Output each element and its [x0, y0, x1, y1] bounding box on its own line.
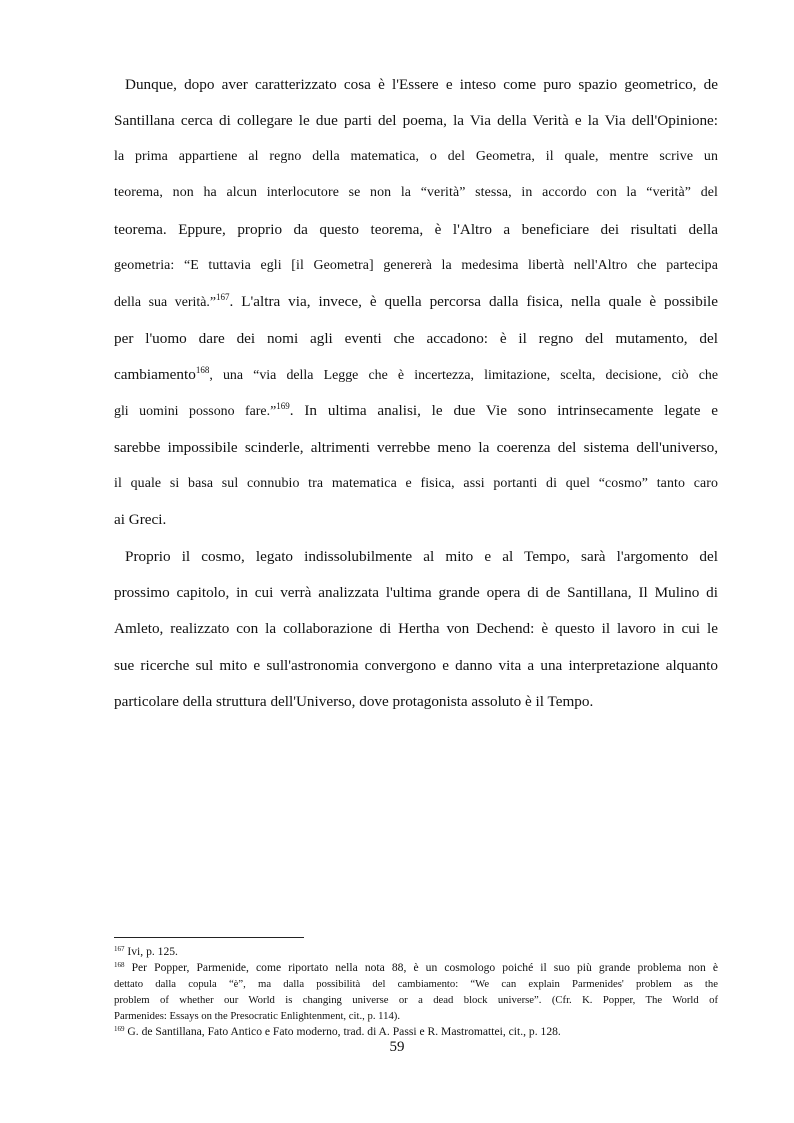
- footnote-number: 167: [114, 945, 125, 953]
- text-line: Dunque, dopo aver caratterizzato cosa è l'Essere e inteso come puro spazio geometrico, de: [125, 76, 718, 93]
- text-line: [114, 365, 718, 385]
- text-line: geometria: “E tuttavia egli [il Geometra] genererà la medesima libertà nell'Altro che partecipa: [114, 258, 718, 273]
- text-line: Amleto, realizzato con la collaborazione di Hertha von Dechend: è questo il lavoro in cui le: [114, 620, 718, 637]
- text-line: sue ricerche sul mito e sull'astronomia convergono e danno vita a una interpretazione alquanto: [114, 657, 718, 674]
- text-span: . L'altra via, invece, è quella percorsa dalla fisica, nella quale è possibile: [229, 293, 719, 310]
- footnote-text: Per Popper, Parmenide, come riportato nella nota 88, è un cosmologo poiché il suo più grande problema non è: [124, 961, 718, 974]
- footnote-number: 168: [114, 961, 125, 969]
- quote-text: della sua verità.”: [114, 295, 217, 310]
- quote-text: , una “via della Legge che è incertezza, limitazione, scelta, decisione, ciò che: [209, 368, 718, 383]
- footnote-number: 169: [114, 1025, 125, 1033]
- text-span: cambiamento: [114, 366, 196, 383]
- text-line: prossimo capitolo, in cui verrà analizzata l'ultima grande opera di de Santillana, Il Mulino di: [114, 584, 718, 601]
- footnote-text: G. de Santillana, Fato Antico e Fato moderno, trad. di A. Passi e R. Mastromattei, cit., p. 128.: [124, 1025, 561, 1038]
- page-number: 59: [389, 1039, 405, 1055]
- footnote-ref: 169: [276, 401, 290, 411]
- quote-text: gli uomini possono fare.”: [114, 404, 277, 419]
- footnote-line: problem of whether our World is changing universe or a dead block universe”. (Cfr. K. Popper, The World of: [114, 994, 718, 1006]
- text-line: particolare della struttura dell'Universo, dove protagonista assoluto è il Tempo.: [114, 693, 594, 710]
- text-line: Santillana cerca di collegare le due parti del poema, la Via della Verità e la Via dell'Opinione:: [114, 112, 718, 129]
- text-line: ai Greci.: [114, 511, 167, 528]
- text-span: . In ultima analisi, le due Vie sono intrinsecamente legate e: [289, 402, 718, 419]
- text-line: Proprio il cosmo, legato indissolubilmente al mito e al Tempo, sarà l'argomento del: [125, 548, 718, 565]
- footnote-line: Parmenides: Essays on the Presocratic Enlightenment, cit., p. 114).: [114, 1010, 401, 1022]
- text-line: [114, 401, 718, 421]
- footnote-ref: 168: [195, 365, 210, 375]
- text-line: teorema, non ha alcun interlocutore se non la “verità” stessa, in accordo con la “verità” del: [114, 185, 718, 200]
- footnote-167: [114, 944, 178, 960]
- text-line: [114, 292, 718, 312]
- footnote-text: Ivi, p. 125.: [124, 945, 178, 958]
- text-line: sarebbe impossibile scinderle, altrimenti verrebbe meno la coerenza del sistema dell'universo,: [114, 439, 718, 456]
- text-line: il quale si basa sul connubio tra matematica e fisica, assi portanti di quel “cosmo” tanto caro: [114, 476, 718, 491]
- text-line: teorema. Eppure, proprio da questo teorema, è l'Altro a beneficiare dei risultati della: [114, 221, 718, 238]
- text-line: la prima appartiene al regno della matematica, o del Geometra, il quale, mentre scrive un: [114, 149, 718, 164]
- footnote-separator: [114, 937, 304, 938]
- footnote-168: [114, 960, 718, 976]
- footnote-line: dettato dalla copula “è”, ma dalla possibilità del cambiamento: “We can explain Parmenides' problem as the: [114, 978, 718, 990]
- text-line: per l'uomo dare dei nomi agli eventi che accadono: è il regno del mutamento, del: [114, 330, 718, 347]
- footnote-ref: 167: [216, 292, 230, 302]
